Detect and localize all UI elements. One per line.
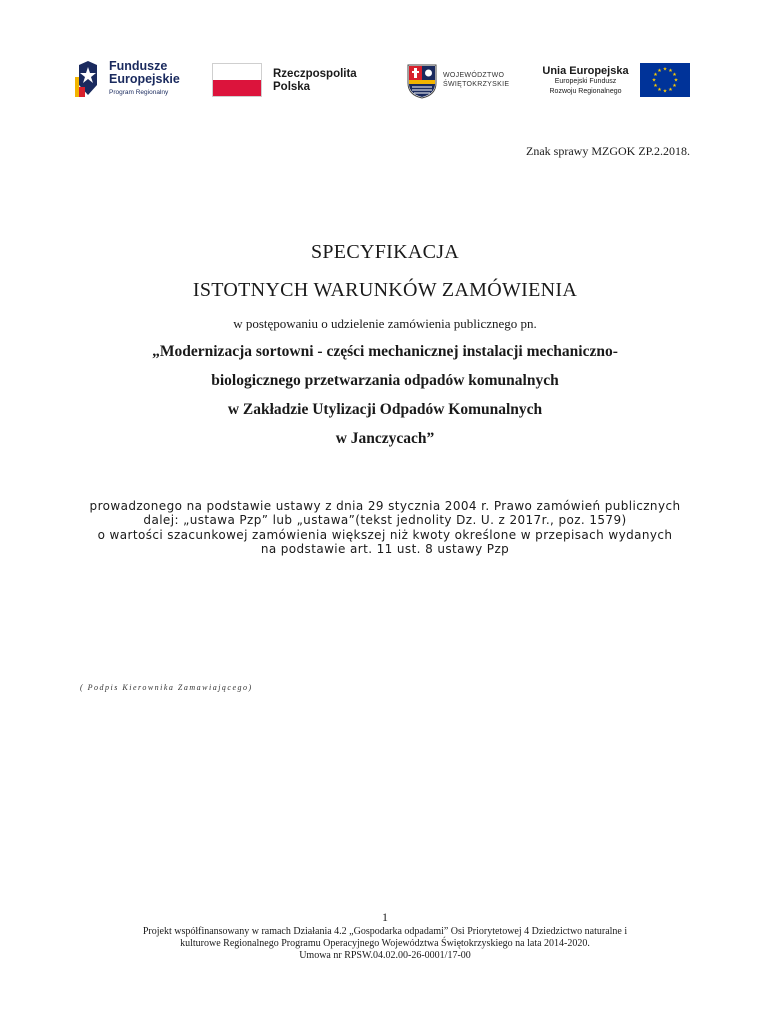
svg-text:★: ★ <box>653 72 658 78</box>
footer-line: Projekt współfinansowany w ramach Działania 4.2 „Gospodarka odpadami” Osi Priorytetowej 4 Dziedzictwo naturalne i <box>142 926 628 937</box>
rp-line2: Polska <box>273 81 311 93</box>
svg-text:★: ★ <box>662 88 668 95</box>
svg-text:★: ★ <box>668 68 673 74</box>
fe-line1: Fundusze <box>109 59 168 73</box>
legal-basis-line: na podstawie art. 11 ust. 8 ustawy Pzp <box>260 542 510 556</box>
wojewodztwo-swietokrzyskie-logo <box>406 63 516 99</box>
eu-line2: Europejski Fundusz <box>554 78 617 85</box>
svg-text:★: ★ <box>672 72 677 78</box>
svg-text:★: ★ <box>653 83 658 89</box>
polish-flag-icon <box>212 63 262 97</box>
case-number: Znak sprawy MZGOK ZP.2.2018. <box>526 144 690 158</box>
project-name-line: „Modernizacja sortowni - części mechanicznej instalacji mechaniczno- <box>152 343 618 360</box>
svg-text:★: ★ <box>668 87 673 93</box>
svg-text:★: ★ <box>673 77 679 84</box>
eu-line3: Rozwoju Regionalnego <box>549 88 622 95</box>
svg-text:★: ★ <box>657 68 662 74</box>
legal-basis-line: dalej: „ustawa Pzp” lub „ustawa”(tekst jednolity Dz. U. z 2017r., poz. 1579) <box>143 513 627 527</box>
rp-line1: Rzeczpospolita <box>273 68 357 80</box>
project-name-line: biologicznego przetwarzania odpadów komunalnych <box>211 372 559 389</box>
eu-line1: Unia Europejska <box>542 65 629 77</box>
signature-note: ( Podpis Kierownika Zamawiającego) <box>80 683 253 692</box>
svg-text:★: ★ <box>651 77 657 84</box>
eu-flag-icon <box>640 63 690 97</box>
rzeczpospolita-polska-logo <box>212 63 362 99</box>
svg-text:★: ★ <box>662 66 668 73</box>
swietokrzyskie-crest-icon <box>406 63 438 99</box>
footer-line: kulturowe Regionalnego Programu Operacyjnego Województwa Świętokrzyskiego na lata 2014-2020. <box>180 938 590 949</box>
procedure-line: w postępowaniu o udzielenie zamówienia publicznego pn. <box>233 316 537 331</box>
svg-text:★: ★ <box>657 87 662 93</box>
project-name-line: w Janczycach” <box>335 430 435 447</box>
fe-line2: Europejskie <box>109 72 180 86</box>
fe-line3: Program Regionalny <box>109 89 169 96</box>
title-line-2: ISTOTNYCH WARUNKÓW ZAMÓWIENIA <box>192 279 578 301</box>
sw-line2: ŚWIĘTOKRZYSKIE <box>443 81 510 88</box>
sw-line1: WOJEWÓDZTWO <box>443 72 505 79</box>
page-number: 1 <box>382 910 388 924</box>
title-line-1: SPECYFIKACJA <box>310 241 460 263</box>
svg-text:★: ★ <box>672 83 677 89</box>
project-name-line: w Zakładzie Utylizacji Odpadów Komunalnych <box>227 401 543 418</box>
legal-basis-line: prowadzonego na podstawie ustawy z dnia 29 stycznia 2004 r. Prawo zamówień publicznych <box>89 499 681 513</box>
fundusze-europejskie-logo <box>75 57 190 101</box>
unia-europejska-logo <box>538 63 693 99</box>
legal-basis-line: o wartości szacunkowej zamówienia większej niż kwoty określone w przepisach wydanych <box>97 528 673 542</box>
fe-star-mark-icon <box>75 59 101 99</box>
footer-line: Umowa nr RPSW.04.02.00-26-0001/17-00 <box>299 950 471 961</box>
